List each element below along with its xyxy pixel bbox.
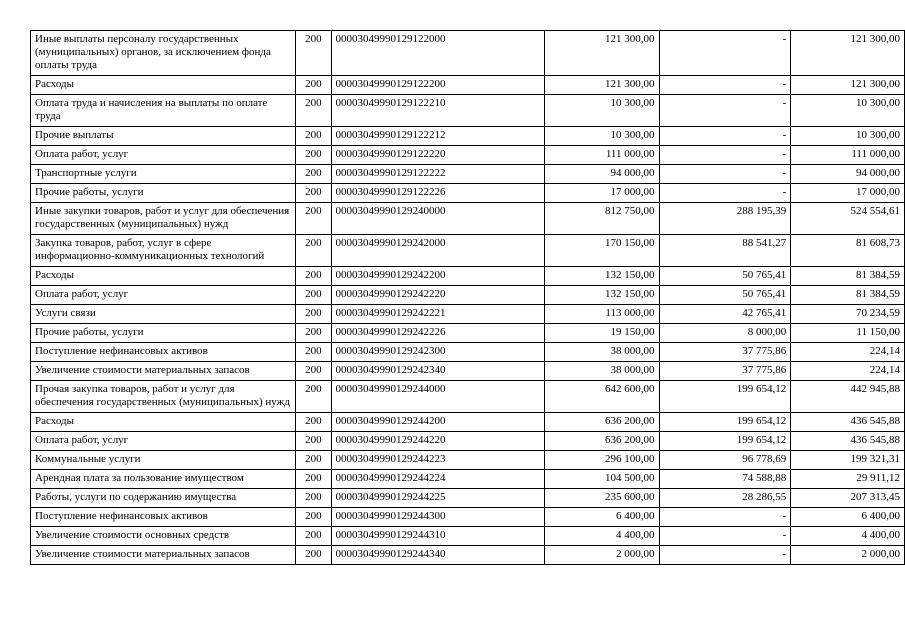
row-name-cell: Поступление нефинансовых активов (31, 508, 296, 527)
row-code-cell: 200 (296, 95, 331, 127)
row-unexecuted-cell: 94 000,00 (791, 165, 905, 184)
row-kbk-cell: 00003049990129244200 (331, 413, 544, 432)
table-row (31, 184, 905, 203)
row-executed-cell: - (659, 165, 791, 184)
row-executed-cell: - (659, 527, 791, 546)
row-executed-cell: 88 541,27 (659, 235, 791, 267)
row-approved-cell: 10 300,00 (544, 95, 659, 127)
row-executed-cell: - (659, 508, 791, 527)
row-code-cell: 200 (296, 305, 331, 324)
row-unexecuted-cell: 29 911,12 (791, 470, 905, 489)
row-code-cell: 200 (296, 362, 331, 381)
row-unexecuted-cell: 81 384,59 (791, 267, 905, 286)
row-kbk-cell: 00003049990129244300 (331, 508, 544, 527)
row-code-cell: 200 (296, 508, 331, 527)
table-row (31, 235, 905, 267)
row-name-cell: Увеличение стоимости основных средств (31, 527, 296, 546)
row-name-cell: Увеличение стоимости материальных запасов (31, 546, 296, 565)
row-name-cell: Прочие работы, услуги (31, 184, 296, 203)
expenditure-table-body (31, 31, 905, 565)
row-approved-cell: 121 300,00 (544, 31, 659, 76)
row-code-cell: 200 (296, 76, 331, 95)
row-executed-cell: 37 775,86 (659, 343, 791, 362)
row-kbk-cell: 00003049990129244225 (331, 489, 544, 508)
row-kbk-cell: 00003049990129122210 (331, 95, 544, 127)
table-row (31, 546, 905, 565)
row-kbk-cell: 00003049990129122220 (331, 146, 544, 165)
row-code-cell: 200 (296, 235, 331, 267)
row-name-cell: Расходы (31, 76, 296, 95)
report-sheet (30, 30, 905, 565)
row-approved-cell: 113 000,00 (544, 305, 659, 324)
row-approved-cell: 170 150,00 (544, 235, 659, 267)
row-name-cell: Оплата труда и начисления на выплаты по оплате труда (31, 95, 296, 127)
row-kbk-cell: 00003049990129244223 (331, 451, 544, 470)
row-executed-cell: 199 654,12 (659, 413, 791, 432)
row-code-cell: 200 (296, 432, 331, 451)
row-unexecuted-cell: 11 150,00 (791, 324, 905, 343)
row-code-cell: 200 (296, 451, 331, 470)
table-row (31, 146, 905, 165)
row-unexecuted-cell: 436 545,88 (791, 432, 905, 451)
table-row (31, 527, 905, 546)
row-name-cell: Расходы (31, 267, 296, 286)
row-unexecuted-cell: 10 300,00 (791, 127, 905, 146)
row-code-cell: 200 (296, 381, 331, 413)
row-name-cell: Оплата работ, услуг (31, 286, 296, 305)
row-code-cell: 200 (296, 165, 331, 184)
row-code-cell: 200 (296, 527, 331, 546)
row-approved-cell: 642 600,00 (544, 381, 659, 413)
row-executed-cell: 96 778,69 (659, 451, 791, 470)
row-executed-cell: 50 765,41 (659, 286, 791, 305)
table-row (31, 508, 905, 527)
row-unexecuted-cell: 4 400,00 (791, 527, 905, 546)
table-row (31, 286, 905, 305)
row-name-cell: Иные закупки товаров, работ и услуг для обеспечения государственных (муниципальных) нужд (31, 203, 296, 235)
table-row (31, 324, 905, 343)
row-unexecuted-cell: 442 945,88 (791, 381, 905, 413)
row-executed-cell: - (659, 546, 791, 565)
row-kbk-cell: 00003049990129122000 (331, 31, 544, 76)
row-unexecuted-cell: 121 300,00 (791, 76, 905, 95)
row-executed-cell: - (659, 31, 791, 76)
row-kbk-cell: 00003049990129242220 (331, 286, 544, 305)
row-code-cell: 200 (296, 146, 331, 165)
table-row (31, 413, 905, 432)
row-unexecuted-cell: 111 000,00 (791, 146, 905, 165)
row-unexecuted-cell: 70 234,59 (791, 305, 905, 324)
row-code-cell: 200 (296, 127, 331, 146)
row-name-cell: Закупка товаров, работ, услуг в сфере информационно-коммуникационных технологий (31, 235, 296, 267)
row-kbk-cell: 00003049990129122222 (331, 165, 544, 184)
row-approved-cell: 10 300,00 (544, 127, 659, 146)
row-unexecuted-cell: 2 000,00 (791, 546, 905, 565)
row-kbk-cell: 00003049990129244220 (331, 432, 544, 451)
row-approved-cell: 111 000,00 (544, 146, 659, 165)
row-executed-cell: 199 654,12 (659, 381, 791, 413)
table-row (31, 362, 905, 381)
row-unexecuted-cell: 224,14 (791, 362, 905, 381)
row-unexecuted-cell: 81 608,73 (791, 235, 905, 267)
table-row (31, 305, 905, 324)
row-approved-cell: 296 100,00 (544, 451, 659, 470)
row-name-cell: Увеличение стоимости материальных запасов (31, 362, 296, 381)
row-code-cell: 200 (296, 489, 331, 508)
row-kbk-cell: 00003049990129244310 (331, 527, 544, 546)
table-row (31, 267, 905, 286)
row-kbk-cell: 00003049990129242000 (331, 235, 544, 267)
row-executed-cell: 74 588,88 (659, 470, 791, 489)
row-name-cell: Прочая закупка товаров, работ и услуг для обеспечения государственных (муниципальных) нужд (31, 381, 296, 413)
row-approved-cell: 812 750,00 (544, 203, 659, 235)
table-row (31, 451, 905, 470)
table-row (31, 470, 905, 489)
row-approved-cell: 636 200,00 (544, 413, 659, 432)
row-kbk-cell: 00003049990129122212 (331, 127, 544, 146)
row-executed-cell: 42 765,41 (659, 305, 791, 324)
row-name-cell: Транспортные услуги (31, 165, 296, 184)
row-unexecuted-cell: 224,14 (791, 343, 905, 362)
row-name-cell: Поступление нефинансовых активов (31, 343, 296, 362)
row-kbk-cell: 00003049990129122226 (331, 184, 544, 203)
row-kbk-cell: 00003049990129240000 (331, 203, 544, 235)
row-executed-cell: 50 765,41 (659, 267, 791, 286)
row-approved-cell: 38 000,00 (544, 343, 659, 362)
row-unexecuted-cell: 207 313,45 (791, 489, 905, 508)
row-approved-cell: 17 000,00 (544, 184, 659, 203)
row-executed-cell: 199 654,12 (659, 432, 791, 451)
table-row (31, 203, 905, 235)
row-executed-cell: 37 775,86 (659, 362, 791, 381)
row-approved-cell: 94 000,00 (544, 165, 659, 184)
row-kbk-cell: 00003049990129244340 (331, 546, 544, 565)
row-executed-cell: 288 195,39 (659, 203, 791, 235)
row-code-cell: 200 (296, 31, 331, 76)
row-approved-cell: 104 500,00 (544, 470, 659, 489)
row-approved-cell: 132 150,00 (544, 267, 659, 286)
row-unexecuted-cell: 436 545,88 (791, 413, 905, 432)
table-row (31, 381, 905, 413)
row-name-cell: Арендная плата за пользование имуществом (31, 470, 296, 489)
row-code-cell: 200 (296, 470, 331, 489)
row-approved-cell: 636 200,00 (544, 432, 659, 451)
row-code-cell: 200 (296, 546, 331, 565)
row-unexecuted-cell: 199 321,31 (791, 451, 905, 470)
row-unexecuted-cell: 10 300,00 (791, 95, 905, 127)
row-approved-cell: 132 150,00 (544, 286, 659, 305)
row-kbk-cell: 00003049990129242340 (331, 362, 544, 381)
table-row (31, 489, 905, 508)
row-approved-cell: 2 000,00 (544, 546, 659, 565)
row-code-cell: 200 (296, 203, 331, 235)
row-kbk-cell: 00003049990129244224 (331, 470, 544, 489)
row-kbk-cell: 00003049990129242300 (331, 343, 544, 362)
row-unexecuted-cell: 81 384,59 (791, 286, 905, 305)
row-name-cell: Иные выплаты персоналу государственных (муниципальных) органов, за исключением фонда оплаты труда (31, 31, 296, 76)
row-executed-cell: - (659, 146, 791, 165)
row-unexecuted-cell: 121 300,00 (791, 31, 905, 76)
table-row (31, 343, 905, 362)
row-unexecuted-cell: 524 554,61 (791, 203, 905, 235)
row-code-cell: 200 (296, 184, 331, 203)
row-code-cell: 200 (296, 286, 331, 305)
table-row (31, 165, 905, 184)
row-executed-cell: - (659, 184, 791, 203)
row-kbk-cell: 00003049990129242200 (331, 267, 544, 286)
row-approved-cell: 4 400,00 (544, 527, 659, 546)
row-code-cell: 200 (296, 413, 331, 432)
row-unexecuted-cell: 17 000,00 (791, 184, 905, 203)
table-row (31, 432, 905, 451)
table-row (31, 76, 905, 95)
row-name-cell: Оплата работ, услуг (31, 146, 296, 165)
row-name-cell: Расходы (31, 413, 296, 432)
row-executed-cell: 28 286,55 (659, 489, 791, 508)
row-name-cell: Услуги связи (31, 305, 296, 324)
row-kbk-cell: 00003049990129122200 (331, 76, 544, 95)
row-approved-cell: 235 600,00 (544, 489, 659, 508)
row-executed-cell: - (659, 127, 791, 146)
row-approved-cell: 121 300,00 (544, 76, 659, 95)
row-executed-cell: - (659, 76, 791, 95)
row-approved-cell: 6 400,00 (544, 508, 659, 527)
expenditure-table (30, 30, 905, 565)
row-code-cell: 200 (296, 267, 331, 286)
row-name-cell: Работы, услуги по содержанию имущества (31, 489, 296, 508)
row-unexecuted-cell: 6 400,00 (791, 508, 905, 527)
row-approved-cell: 19 150,00 (544, 324, 659, 343)
row-name-cell: Прочие выплаты (31, 127, 296, 146)
row-name-cell: Прочие работы, услуги (31, 324, 296, 343)
row-kbk-cell: 00003049990129242226 (331, 324, 544, 343)
table-row (31, 127, 905, 146)
row-kbk-cell: 00003049990129244000 (331, 381, 544, 413)
row-name-cell: Оплата работ, услуг (31, 432, 296, 451)
table-row (31, 31, 905, 76)
row-executed-cell: 8 000,00 (659, 324, 791, 343)
row-kbk-cell: 00003049990129242221 (331, 305, 544, 324)
row-code-cell: 200 (296, 343, 331, 362)
table-row (31, 95, 905, 127)
row-name-cell: Коммунальные услуги (31, 451, 296, 470)
row-code-cell: 200 (296, 324, 331, 343)
row-approved-cell: 38 000,00 (544, 362, 659, 381)
row-executed-cell: - (659, 95, 791, 127)
